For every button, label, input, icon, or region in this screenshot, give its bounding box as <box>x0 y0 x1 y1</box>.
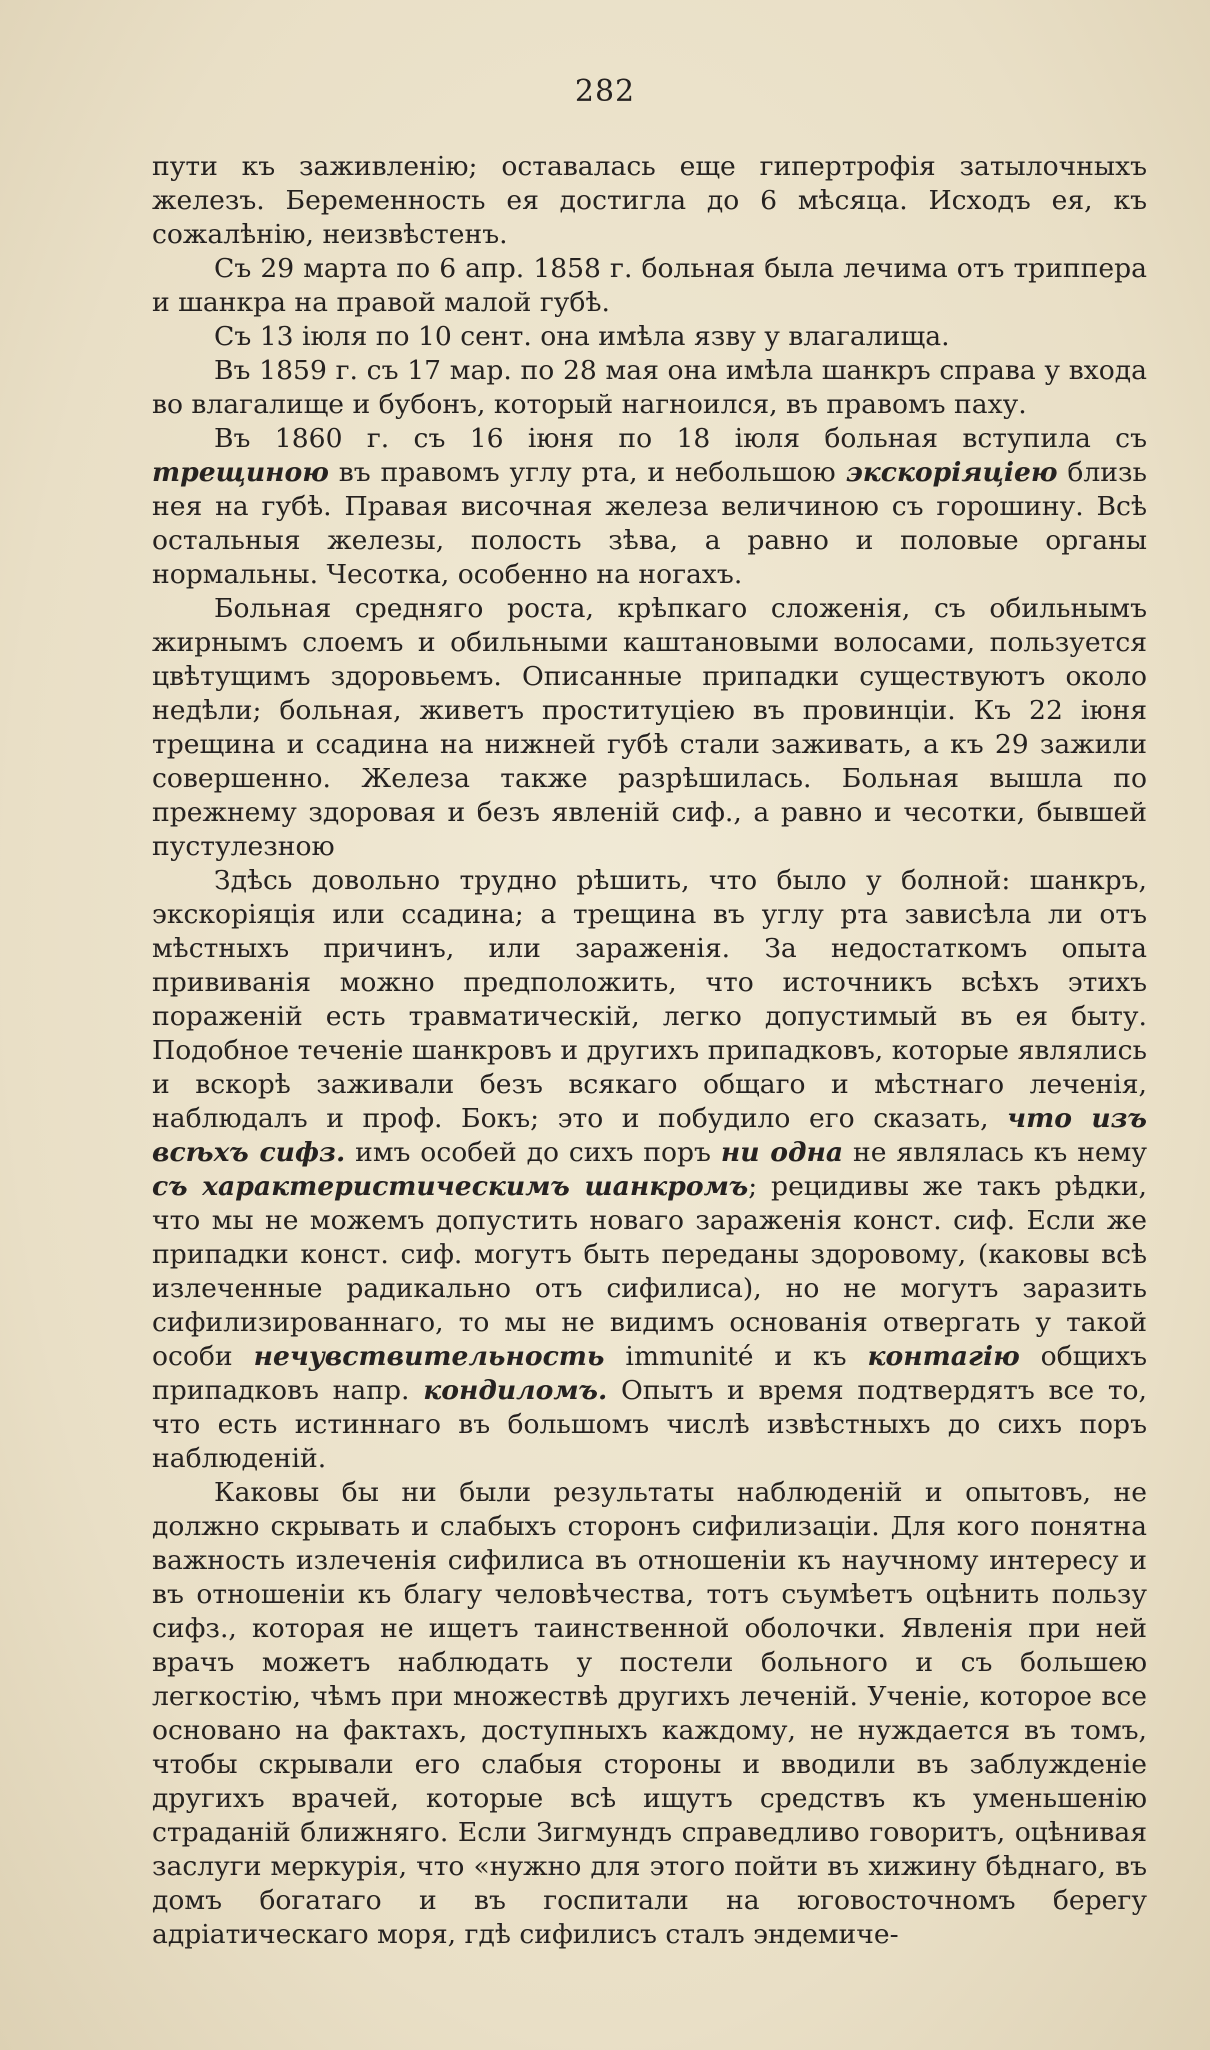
text-run: въ правомъ углу рта, и небольшою <box>328 457 846 488</box>
page-number: 282 <box>574 74 636 109</box>
paragraph <box>152 1476 1147 1952</box>
text-run: Въ 1859 г. съ 17 мар. по 28 мая она имѣла шанкръ справа у входа во влагалище и бубонъ, который нагноился, въ правомъ паху. <box>152 355 1147 420</box>
body-text <box>152 150 1147 1952</box>
text-run: пути къ заживленію; оставалась еще гипертрофія затылочныхъ железъ. Беременность ея достигла до 6 мѣсяца. Исходъ ея, къ сожалѣнію, неизвѣстенъ. <box>152 151 1147 250</box>
paragraph <box>152 422 1147 592</box>
emphasized-text: контагію <box>867 1341 1020 1372</box>
text-run: близь нея на губѣ. Правая височная железа величиною съ горошину. Всѣ остальныя железы, полость зѣва, а равно и половые органы нормальны. Чесотка, особенно на ногахъ. <box>152 457 1147 590</box>
emphasized-text: экскоріяціею <box>845 457 1058 488</box>
text-run: Каковы бы ни были результаты наблюденій и опытовъ, не должно скрывать и слабыхъ сторонъ сифилизаціи. Для кого понятна важность излеченія сифилиса въ отношеніи къ научному интересу и въ отношеніи къ благу человѣчества, тотъ съумѣетъ оцѣнить пользу сифз., которая не ищетъ таинственной оболочки. Явленія при ней врачъ можетъ наблюдать у постели больного и съ большею легкостію, чѣмъ при множествѣ другихъ леченій. Ученіе, которое все основано на фактахъ, доступныхъ каждому, не нуждается въ томъ, чтобы скрывали его слабыя стороны и вводили въ заблужденіе другихъ врачей, которые всѣ ищутъ средствъ къ уменьшенію страданій ближняго. Если Зигмундъ справедливо говоритъ, оцѣнивая заслуги меркурія, что «нужно для этого пойти въ хижину бѣднаго, въ домъ богатаго и въ госпитали на юговосточномъ берегу адріатическаго моря, гдѣ сифилисъ сталъ эндемиче- <box>152 1477 1147 1950</box>
text-run: ; рецидивы же такъ рѣдки, что мы не можемъ допустить новаго зараженія конст. сиф. Если же припадки конст. сиф. могутъ быть переданы здоровому, (каковы всѣ излеченные радикально отъ сифилиса), но не могутъ заразить сифилизированнаго, то мы не видимъ основанія отвергать у такой особи <box>152 1171 1147 1372</box>
paragraph <box>152 864 1147 1476</box>
text-run: общихъ припадковъ напр. <box>152 1341 1148 1406</box>
text-run: Больная средняго роста, крѣпкаго сложенія, съ обильнымъ жирнымъ слоемъ и обильными каштановыми волосами, пользуется цвѣтущимъ здоровьемъ. Описанные припадки существуютъ около недѣли; больная, живетъ проституціею въ провинціи. Къ 22 іюня трещина и ссадина на нижней губѣ стали заживать, а къ 29 зажили совершенно. Железа также разрѣшилась. Больная вышла по прежнему здоровая и безъ явленій сиф., а равно и чесотки, бывшей пустулезною <box>152 593 1147 862</box>
paragraph <box>152 354 1147 422</box>
text-run: имъ особей до сихъ поръ <box>345 1137 721 1168</box>
emphasized-text: кондиломъ. <box>423 1375 608 1406</box>
emphasized-text: что изъ всѣхъ сифз. <box>152 1103 1147 1168</box>
emphasized-text: ни одна <box>720 1137 844 1168</box>
text-run: не являлась къ нему <box>843 1137 1147 1168</box>
paragraph <box>152 252 1147 320</box>
emphasized-text: нечувствительность <box>253 1341 605 1372</box>
emphasized-text: съ характеристическимъ шанкромъ <box>152 1171 749 1202</box>
emphasized-text: трещиною <box>152 457 329 488</box>
text-run: Опытъ и время подтвердятъ все то, что есть истиннаго въ большомъ числѣ извѣстныхъ до сихъ поръ наблюденій. <box>152 1375 1147 1474</box>
paragraph <box>152 320 1147 354</box>
text-run: Съ 29 марта по 6 апр. 1858 г. больная была лечима отъ триппера и шанкра на правой малой губѣ. <box>152 253 1147 318</box>
text-run: immunité и къ <box>604 1341 868 1372</box>
text-run: Съ 13 іюля по 10 сент. она имѣла язву у влагалища. <box>214 321 950 352</box>
text-run: Въ 1860 г. съ 16 іюня по 18 іюля больная вступила съ <box>214 423 1147 454</box>
paragraph <box>152 150 1147 252</box>
text-run: Здѣсь довольно трудно рѣшить, что было у болной: шанкръ, экскоріяція или ссадина; а трещина въ углу рта зависѣла ли отъ мѣстныхъ причинъ, или зараженія. За недостаткомъ опыта прививанія можно предположить, что источникъ всѣхъ этихъ пораженій есть травматическій, легко допустимый въ ея быту. Подобное теченіе шанкровъ и другихъ припадковъ, которые являлись и вскорѣ заживали безъ всякаго общаго и мѣстнаго леченія, наблюдалъ и проф. Бокъ; это и побудило его сказать, <box>152 865 1147 1134</box>
paragraph <box>152 592 1147 864</box>
